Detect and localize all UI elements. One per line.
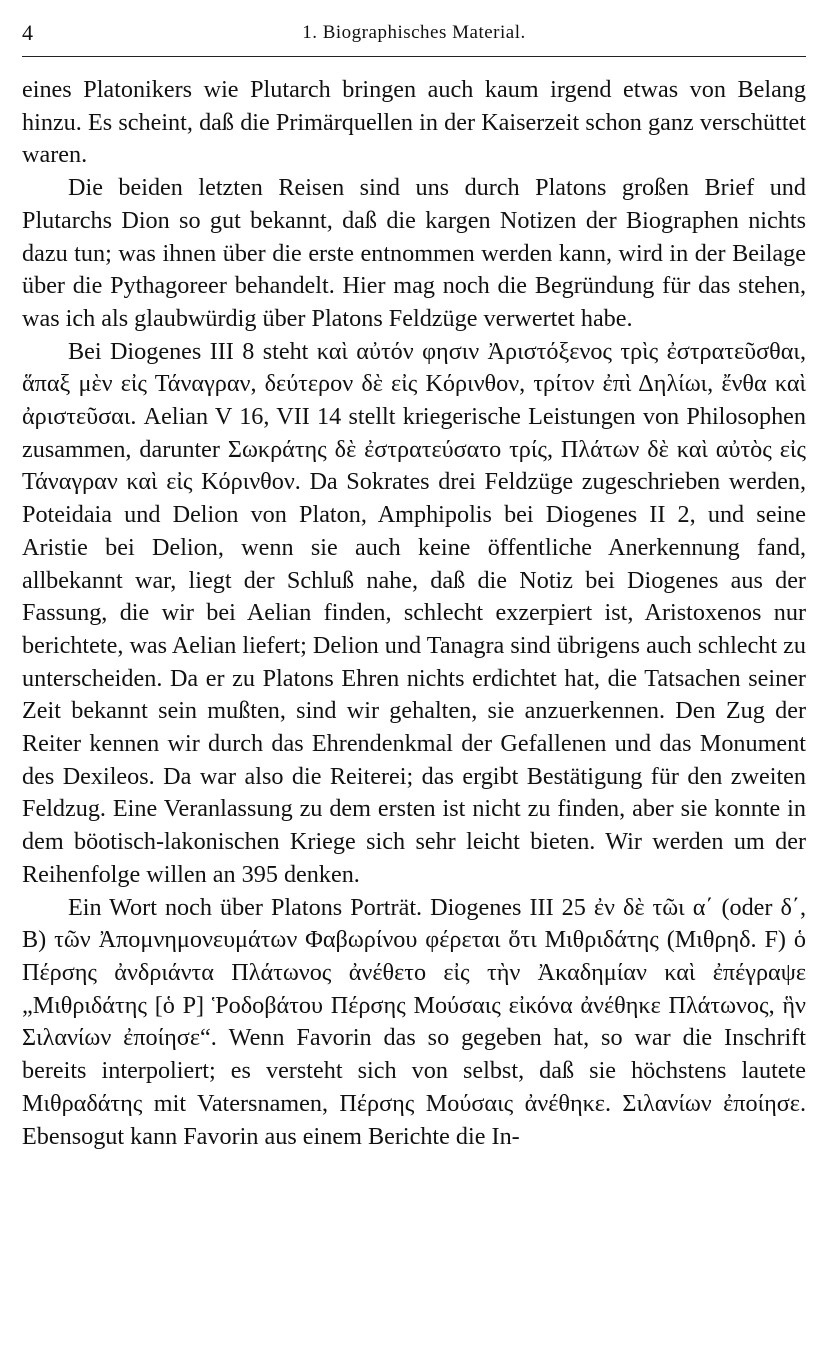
book-page xyxy=(22,0,806,1372)
paragraph-reisen: Die beiden letzten Reisen sind uns durch Platons großen Brief und Plutarchs Dion so gut bekannt, daß die kargen Notizen der Biographen nichts dazu tun; was ihnen über die erste entnommen werden kann, wird in der Beilage über die Pythagoreer behandelt. Hier mag noch die Begründung für das stehen, was ich als glaubwürdig über Platons Feldzüge verwertet habe. xyxy=(22,174,806,332)
body-text xyxy=(22,74,806,1153)
paragraph-continued: eines Platonikers wie Plutarch bringen auch kaum irgend etwas von Belang hinzu. Es scheint, daß die Primärquellen in der Kaiserzeit schon ganz verschüttet waren. xyxy=(22,76,806,169)
running-title: 1. Biographisches Material. xyxy=(302,22,526,43)
paragraph-portraet: Ein Wort noch über Platons Porträt. Diogenes III 25 ἐν δὲ τῶι α΄ (oder δ΄, B) τῶν Ἀπομνημονευμάτων Φαβωρίνου φέρεται ὅτι Μιθριδάτης (Μιθρηδ. F) ὁ Πέρσης ἀνδριάντα Πλάτωνος ἀνέθετο εἰς τὴν Ἀκαδημίαν καὶ ἐπέγραψε „Μιθριδάτης [ὁ P] Ῥοδοβάτου Πέρσης Μούσαις εἰκόνα ἀνέθηκε Πλάτωνος, ἣν Σιλανίων ἐποίησε“. Wenn Favorin das so gegeben hat, so war die Inschrift bereits interpoliert; es versteht sich von selbst, daß sie höchstens lautete Μιθραδάτης mit Vatersnamen, Πέρσης Μούσαις ἀνέθηκε. Σιλανίων ἐποίησε. Ebensogut kann Favorin aus einem Berichte die In- xyxy=(22,893,806,1150)
running-header xyxy=(22,0,806,57)
page-number: 4 xyxy=(22,20,33,45)
paragraph-feldzuege: Bei Diogenes III 8 steht καὶ αὐτόν φησιν Ἀριστόξενος τρὶς ἐστρατεῦσθαι, ἅπαξ μὲν εἰς Τάναγραν, δεύτερον δὲ εἰς Κόρινθον, τρίτον ἐπὶ Δηλίωι, ἔνθα καὶ ἀριστεῦσαι. Aelian V 16, VII 14 stellt kriegerische Leistungen von Philosophen zusammen, darunter Σωκράτης δὲ ἐστρατεύσατο τρίς, Πλάτων δὲ καὶ αὐτὸς εἰς Τάναγραν καὶ εἰς Κόρινθον. Da Sokrates drei Feldzüge zugeschrieben werden, Poteidaia und Delion von Platon, Amphipolis bei Diogenes II 2, und seine Aristie bei Delion, wenn sie auch keine öffentliche Anerkennung fand, allbekannt war, liegt der Schluß nahe, daß die Notiz bei Diogenes aus der Fassung, die wir bei Aelian finden, schlecht exzerpiert ist, Aristoxenos nur berichtete, was Aelian liefert; Delion und Tanagra sind übrigens auch schlecht zu unterscheiden. Da er zu Platons Ehren nichts erdichtet hat, die Tatsachen seiner Zeit bekannt sein mußten, sind wir gehalten, sie anzuerkennen. Den Zug der Reiter kennen wir durch das Ehrendenkmal der Gefallenen und das Monument des Dexileos. Da war also die Reiterei; das ergibt Bestätigung für den zweiten Feldzug. Eine Veranlassung zu dem ersten ist nicht zu finden, aber sie konnte in dem böotisch-lakonischen Kriege sich sehr leicht bieten. Wir werden um der Reihenfolge willen an 395 denken. xyxy=(22,337,806,888)
